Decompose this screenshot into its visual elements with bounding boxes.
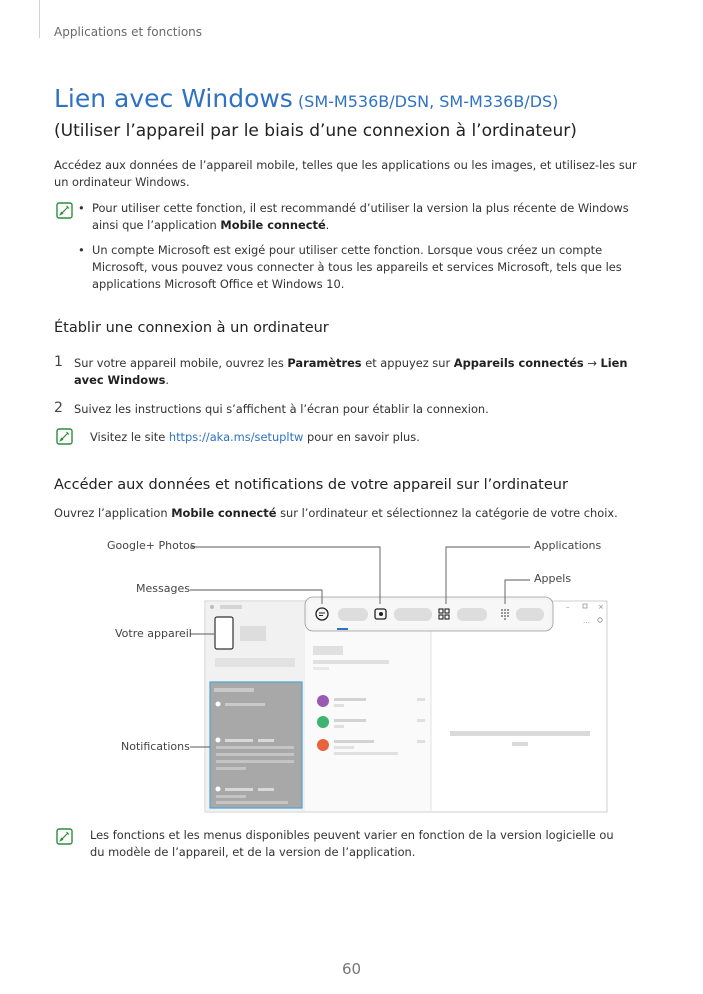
list-header-line [313, 660, 389, 664]
phone-icon [215, 617, 233, 649]
contact-line [334, 719, 366, 722]
step-1-bold-devices: Appareils connectés [453, 356, 584, 370]
contact-line [334, 725, 344, 728]
section-2-intro-bold: Mobile connecté [171, 506, 277, 520]
contact-line [334, 752, 398, 755]
note-icon [56, 828, 73, 845]
notif-line [216, 767, 246, 770]
list-header-line [313, 667, 329, 670]
notif-dot [216, 738, 221, 743]
dialpad-dot [504, 609, 506, 611]
dialpad-dot [501, 609, 503, 611]
contact-avatar-purple [317, 695, 329, 707]
label-votre-appareil: Votre appareil [115, 627, 192, 640]
note-bullet-1-bold: Mobile connecté [220, 218, 326, 232]
label-notifications: Notifications [121, 740, 190, 753]
tab-label-placeholder [516, 608, 544, 621]
active-tab-indicator [337, 628, 348, 630]
content-placeholder [450, 731, 590, 736]
page-header: Applications et fonctions [54, 25, 203, 39]
note-bullet-2: • Un compte Microsoft est exigé pour utiliser cette fonction. Lorsque vous créez un compte Microsoft, vous pouvez vous connecter à tous les appareils et services Microsoft, tels que les applications Microsoft Office et Windows 10. [92, 242, 632, 293]
dialpad-dot [507, 609, 509, 611]
notif-line [258, 788, 274, 791]
notif-line [214, 688, 254, 692]
notif-line [216, 753, 294, 756]
note-bullet-1-end: . [325, 218, 330, 232]
notif-line [225, 788, 253, 791]
content-placeholder [512, 742, 528, 746]
notif-line [225, 739, 253, 742]
messages-icon-line [319, 613, 325, 614]
photos-icon-dot [379, 612, 383, 616]
label-google-photos: Google+ Photos [107, 539, 196, 552]
final-note: Les fonctions et les menus disponibles peuvent varier en fonction de la version logicielle ou du modèle de l’appareil, et de la version de l’application. [90, 828, 614, 859]
step-1-pre: Sur votre appareil mobile, ouvrez les [74, 356, 288, 370]
label-applications: Applications [534, 539, 602, 552]
notif-line [216, 746, 294, 749]
messages-icon-line [319, 615, 323, 616]
notif-line [216, 760, 294, 763]
minimize-icon[interactable]: – [566, 603, 570, 611]
contact-line [334, 740, 374, 743]
step-1-end: . [165, 373, 170, 387]
dialpad-dot [504, 615, 506, 617]
step-2: Suivez les instructions qui s’affichent à l’écran pour établir la connexion. [74, 402, 489, 416]
page-subtitle: (Utiliser l’appareil par le biais d’une connexion à l’ordinateur) [54, 121, 577, 141]
tab-label-placeholder [338, 608, 368, 621]
notif-dot [216, 787, 221, 792]
contact-line [334, 698, 366, 701]
dialpad-dot [501, 615, 503, 617]
contact-time [417, 740, 425, 743]
notif-line [216, 801, 288, 804]
device-placeholder [240, 626, 266, 641]
contact-avatar-green [317, 716, 329, 728]
section-heading-connect: Établir une connexion à un ordinateur [54, 320, 329, 336]
dialpad-dot [504, 618, 506, 620]
device-bar [215, 658, 295, 667]
dialpad-dot [501, 612, 503, 614]
dialpad-dot [507, 612, 509, 614]
note-link-post: pour en savoir plus. [303, 430, 420, 444]
notifications-panel [210, 682, 302, 808]
window-dot [210, 605, 214, 609]
step-number-2: 2 [54, 400, 63, 416]
dialpad-dot [507, 615, 509, 617]
label-messages: Messages [136, 582, 190, 595]
callout-google-photos [190, 547, 380, 604]
note-bullet-1-text: Pour utiliser cette fonction, il est recommandé d’utiliser la version la plus récente de Windows ainsi que l’application [92, 201, 629, 232]
tab-label-placeholder [394, 608, 432, 621]
note-link-pre: Visitez le site [90, 430, 169, 444]
step-number-1: 1 [54, 354, 63, 370]
contact-time [417, 698, 425, 701]
page-number: 60 [341, 960, 362, 978]
step-1-bold-link: Lien avec Windows [74, 356, 628, 387]
section-heading-access: Accéder aux données et notifications de votre appareil sur l’ordinateur [54, 477, 568, 493]
title-main: Lien avec Windows [54, 84, 293, 113]
callout-applications [446, 547, 530, 604]
setup-link[interactable]: https://aka.ms/setupltw [168, 430, 304, 444]
contact-line [334, 746, 354, 749]
step-1-mid: et appuyez sur [361, 356, 454, 370]
window-title-placeholder [220, 605, 242, 609]
label-appels: Appels [534, 572, 572, 585]
dialpad-dot [504, 612, 506, 614]
section-2-intro-post: sur l’ordinateur et sélectionnez la catégorie de votre choix. [276, 506, 618, 520]
step-1-bold-settings: Paramètres [287, 356, 362, 370]
intro-paragraph: Accédez aux données de l’appareil mobile, telles que les applications ou les images, et utilisez-les sur un ordinateur Windows. [54, 158, 637, 189]
notif-line [216, 795, 246, 798]
tab-label-placeholder [457, 608, 487, 621]
contact-time [417, 719, 425, 722]
notif-line [258, 739, 274, 742]
step-1-arrow: → [583, 356, 601, 370]
contact-avatar-orange [317, 739, 329, 751]
more-icon[interactable]: … [583, 617, 590, 625]
section-2-intro-pre: Ouvrez l’application [54, 506, 172, 520]
list-header [313, 646, 343, 655]
close-icon[interactable]: × [598, 603, 604, 611]
notif-dot [216, 702, 221, 707]
notif-line [225, 703, 265, 706]
contact-line [334, 704, 344, 707]
title-models: (SM-M536B/DSN, SM-M336B/DS) [297, 92, 559, 111]
